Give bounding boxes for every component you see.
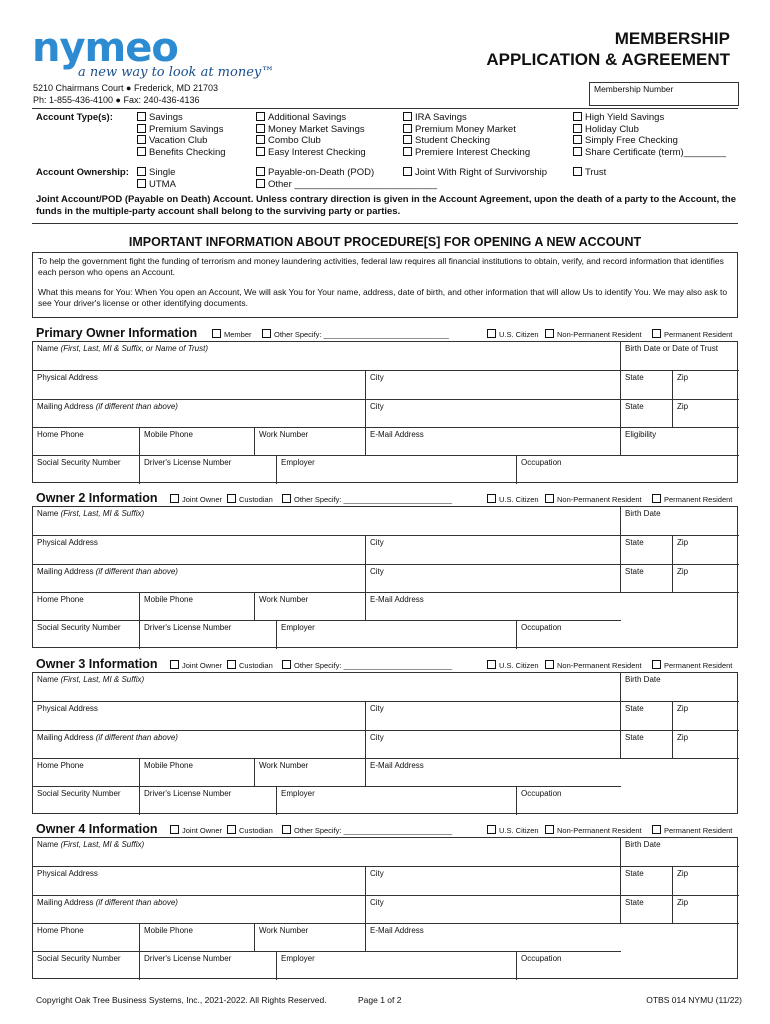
- checkbox-option[interactable]: [227, 825, 273, 835]
- checkbox[interactable]: [256, 124, 265, 133]
- checkbox-label: Premium Savings: [149, 123, 224, 135]
- checkbox-label: Other Specify: __________________________: [294, 495, 453, 504]
- divider: [32, 223, 738, 224]
- section-title: Owner 3 Information: [36, 657, 158, 671]
- checkbox-option[interactable]: [256, 179, 437, 191]
- footer-form-code: OTBS 014 NYMU (11/22): [646, 995, 742, 1005]
- checkbox-option[interactable]: [403, 124, 530, 136]
- checkbox-option[interactable]: [256, 135, 366, 147]
- joint-account-notice: Joint Account/POD (Payable on Death) Account. Unless contrary direction is given in the Account Agreement, upon the death of a party to the Account, the funds in the multiple-party account shall belong to the surviving party or parties.: [36, 194, 736, 217]
- form-field[interactable]: E-Mail Address: [366, 759, 621, 787]
- checkbox-label: IRA Savings: [415, 112, 467, 123]
- checkbox[interactable]: [227, 494, 236, 503]
- checkbox-option[interactable]: [545, 825, 642, 835]
- form-field[interactable]: Work Number: [255, 593, 366, 621]
- checkbox[interactable]: [137, 112, 146, 121]
- checkbox-option[interactable]: [282, 660, 452, 670]
- checkbox-option[interactable]: [170, 494, 222, 504]
- checkbox-option[interactable]: [137, 124, 226, 136]
- checkbox-option[interactable]: [137, 147, 226, 159]
- checkbox[interactable]: [256, 112, 265, 121]
- checkbox-option[interactable]: [227, 660, 273, 670]
- form-field[interactable]: City: [366, 867, 621, 896]
- checkbox-option[interactable]: [652, 494, 732, 504]
- checkbox[interactable]: [137, 167, 146, 176]
- checkbox-label: Share Certificate (term)________: [585, 146, 726, 158]
- checkbox[interactable]: [170, 660, 179, 669]
- form-field[interactable]: State: [621, 400, 673, 428]
- label-qualifier: (First, Last, MI & Suffix, or Name of Trust): [60, 344, 208, 353]
- form-field[interactable]: Physical Address: [33, 867, 366, 896]
- divider: [32, 108, 738, 109]
- checkbox-label: Custodian: [239, 495, 273, 504]
- account-types-col1: [137, 112, 226, 158]
- form-field[interactable]: City: [366, 565, 621, 593]
- checkbox[interactable]: [545, 494, 554, 503]
- checkbox-label: Member: [224, 330, 252, 339]
- checkbox[interactable]: [212, 329, 221, 338]
- checkbox-label: U.S. Citizen: [499, 330, 539, 339]
- checkbox-option[interactable]: [256, 112, 366, 124]
- label-qualifier: (if different than above): [95, 402, 178, 411]
- logo-tagline: a new way to look at money™: [78, 65, 275, 80]
- checkbox[interactable]: [487, 825, 496, 834]
- checkbox-option[interactable]: [545, 660, 642, 670]
- owner-form: [32, 672, 738, 814]
- form-field[interactable]: Driver's License Number: [140, 456, 277, 484]
- checkbox-label: Permanent Resident: [664, 495, 733, 504]
- form-field[interactable]: State: [621, 702, 673, 731]
- form-field[interactable]: Work Number: [255, 924, 366, 952]
- checkbox-option[interactable]: [403, 167, 547, 179]
- checkbox[interactable]: [652, 660, 661, 669]
- form-field[interactable]: Occupation: [521, 623, 562, 632]
- important-para-2: What this means for You: When You open an Account, We will ask You for Your name, address, date of birth, and other information that will allow Us to identify You. We may also ask to see Your driver's license or other identifying documents.: [38, 287, 728, 308]
- form-field[interactable]: E-Mail Address: [366, 924, 621, 952]
- form-field[interactable]: Mobile Phone: [140, 428, 255, 456]
- logo: [32, 25, 275, 80]
- checkbox-label: Student Checking: [415, 135, 490, 146]
- checkbox[interactable]: [137, 179, 146, 188]
- checkbox-option[interactable]: [262, 329, 449, 339]
- form-field[interactable]: Employer: [277, 456, 517, 484]
- form-field[interactable]: Zip: [673, 896, 739, 924]
- important-para-1: To help the government fight the funding of terrorism and money laundering activities, federal law requires all financial institutions to obtain, verify, and record information that identifies each person who opens an Account.: [38, 256, 724, 277]
- checkbox-option[interactable]: [170, 825, 222, 835]
- checkbox[interactable]: [652, 825, 661, 834]
- form-field[interactable]: Home Phone: [33, 759, 140, 787]
- checkbox-label: Additional Savings: [268, 112, 347, 123]
- ownership-col3: [403, 167, 547, 179]
- form-field[interactable]: Mailing Address (if different than above): [33, 896, 366, 924]
- checkbox-label: U.S. Citizen: [499, 661, 539, 670]
- page-title: [486, 28, 730, 70]
- checkbox-label: Other Specify: __________________________: [294, 826, 453, 835]
- form-field[interactable]: Zip: [673, 400, 739, 428]
- checkbox-option[interactable]: [573, 124, 726, 136]
- form-field[interactable]: Driver's License Number: [140, 952, 277, 980]
- checkbox-label: High Yield Savings: [585, 112, 665, 123]
- form-field[interactable]: Social Security Number: [33, 952, 140, 980]
- form-field[interactable]: State: [621, 867, 673, 896]
- checkbox[interactable]: [282, 825, 291, 834]
- checkbox-option[interactable]: [573, 167, 606, 179]
- checkbox[interactable]: [403, 112, 412, 121]
- form-field[interactable]: Zip: [673, 867, 739, 896]
- checkbox-label: Benefits Checking: [149, 146, 226, 158]
- ownership-label: Account Ownership:: [36, 167, 129, 178]
- checkbox[interactable]: [403, 167, 412, 176]
- form-field[interactable]: Social Security Number: [33, 787, 140, 815]
- checkbox-label: Premiere Interest Checking: [415, 146, 531, 158]
- footer-page: Page 1 of 2: [358, 995, 402, 1005]
- checkbox-option[interactable]: [487, 494, 539, 504]
- form-field[interactable]: Social Security Number: [33, 621, 140, 649]
- checkbox[interactable]: [170, 825, 179, 834]
- checkbox[interactable]: [487, 494, 496, 503]
- checkbox[interactable]: [137, 124, 146, 133]
- checkbox-label: Custodian: [239, 661, 273, 670]
- checkbox-option[interactable]: [137, 179, 176, 191]
- checkbox-label: Permanent Resident: [664, 826, 733, 835]
- form-field[interactable]: Zip: [673, 536, 739, 565]
- form-field[interactable]: Physical Address: [33, 371, 366, 400]
- form-field[interactable]: Mailing Address (if different than above): [33, 400, 366, 428]
- form-field[interactable]: Name (First, Last, MI & Suffix): [33, 507, 621, 536]
- checkbox-label: Joint Owner: [182, 826, 223, 835]
- membership-number-label: Membership Number: [594, 84, 674, 94]
- form-field[interactable]: Name (First, Last, MI & Suffix): [33, 673, 621, 702]
- checkbox-option[interactable]: [137, 167, 176, 179]
- checkbox-option[interactable]: [545, 329, 642, 339]
- form-field[interactable]: City: [366, 400, 621, 428]
- checkbox-label: Non-Permanent Resident: [557, 661, 642, 670]
- form-field[interactable]: Birth Date or Date of Trust: [621, 342, 739, 371]
- checkbox-option[interactable]: [487, 825, 539, 835]
- form-field[interactable]: Physical Address: [33, 702, 366, 731]
- checkbox-label: Other Specify: __________________________: [294, 661, 453, 670]
- form-field[interactable]: Zip: [673, 731, 739, 759]
- form-field[interactable]: Occupation: [521, 789, 562, 798]
- checkbox-label: Joint Owner: [182, 495, 223, 504]
- form-field[interactable]: Employer: [277, 952, 517, 980]
- form-field[interactable]: Zip: [673, 371, 739, 400]
- label-qualifier: (if different than above): [95, 567, 178, 576]
- footer-copyright: Copyright Oak Tree Business Systems, Inc., 2021-2022. All Rights Reserved.: [36, 995, 327, 1005]
- checkbox-label: Non-Permanent Resident: [557, 330, 642, 339]
- checkbox[interactable]: [227, 825, 236, 834]
- checkbox-option[interactable]: [573, 147, 726, 159]
- checkbox-option[interactable]: [170, 660, 222, 670]
- checkbox-label: Joint With Right of Survivorship: [415, 167, 547, 178]
- label-qualifier: (if different than above): [95, 733, 178, 742]
- account-types-col3: [403, 112, 530, 158]
- form-field[interactable]: Social Security Number: [33, 456, 140, 484]
- section-title: Primary Owner Information: [36, 326, 198, 340]
- form-field[interactable]: Name (First, Last, MI & Suffix): [33, 838, 621, 867]
- form-field[interactable]: Mailing Address (if different than above): [33, 731, 366, 759]
- checkbox-option[interactable]: [137, 135, 226, 147]
- checkbox-option[interactable]: [403, 135, 530, 147]
- form-field[interactable]: Occupation: [521, 458, 562, 467]
- section-title: Owner 4 Information: [36, 822, 158, 836]
- checkbox-label: Savings: [149, 112, 183, 123]
- checkbox-option[interactable]: [256, 147, 366, 159]
- checkbox-option[interactable]: [573, 135, 726, 147]
- label-qualifier: (First, Last, MI & Suffix): [60, 675, 145, 684]
- checkbox-option[interactable]: [227, 494, 273, 504]
- checkbox-label: Premium Money Market: [415, 123, 516, 135]
- checkbox-label: Custodian: [239, 826, 273, 835]
- owner-form: [32, 341, 738, 483]
- checkbox[interactable]: [652, 494, 661, 503]
- checkbox-label: Other Specify: ______________________________: [274, 330, 449, 339]
- checkbox[interactable]: [227, 660, 236, 669]
- checkbox-option[interactable]: [487, 329, 539, 339]
- title-line-1: MEMBERSHIP: [614, 29, 730, 48]
- checkbox-label: Other ___________________________: [268, 178, 438, 190]
- address-line-2: Ph: 1-855-436-4100 ● Fax: 240-436-4136: [33, 95, 200, 105]
- checkbox-option[interactable]: [282, 825, 452, 835]
- account-types-col2: [256, 112, 366, 158]
- checkbox[interactable]: [573, 167, 582, 176]
- checkbox-label: Joint Owner: [182, 661, 223, 670]
- section-title: Owner 2 Information: [36, 491, 158, 505]
- title-line-2: APPLICATION & AGREEMENT: [486, 50, 730, 69]
- checkbox[interactable]: [282, 660, 291, 669]
- form-field[interactable]: City: [366, 536, 621, 565]
- form-field[interactable]: Home Phone: [33, 428, 140, 456]
- checkbox-label: U.S. Citizen: [499, 826, 539, 835]
- checkbox-option[interactable]: [573, 112, 726, 124]
- form-field[interactable]: Employer: [277, 621, 517, 649]
- checkbox[interactable]: [545, 329, 554, 338]
- form-field[interactable]: State: [621, 565, 673, 593]
- form-field[interactable]: City: [366, 702, 621, 731]
- checkbox-label: Single: [149, 167, 176, 178]
- owner-form: [32, 837, 738, 979]
- account-types-col4: [573, 112, 726, 158]
- address-block: [33, 82, 218, 106]
- checkbox-option[interactable]: [545, 494, 642, 504]
- checkbox-label: UTMA: [149, 178, 176, 190]
- form-field[interactable]: State: [621, 371, 673, 400]
- checkbox-option[interactable]: [137, 112, 226, 124]
- ownership-col1: [137, 167, 176, 190]
- checkbox[interactable]: [573, 124, 582, 133]
- checkbox[interactable]: [487, 329, 496, 338]
- form-field[interactable]: Work Number: [255, 759, 366, 787]
- checkbox-option[interactable]: [652, 329, 732, 339]
- form-field[interactable]: Mobile Phone: [140, 759, 255, 787]
- checkbox-label: Simply Free Checking: [585, 135, 678, 146]
- checkbox-option[interactable]: [652, 660, 732, 670]
- owner-form: [32, 506, 738, 648]
- important-box: [32, 252, 738, 318]
- checkbox-label: Permanent Resident: [664, 330, 733, 339]
- ownership-col4: [573, 167, 606, 179]
- checkbox-label: Payable-on-Death (POD): [268, 167, 375, 178]
- checkbox[interactable]: [403, 124, 412, 133]
- checkbox[interactable]: [487, 660, 496, 669]
- form-field[interactable]: Mobile Phone: [140, 924, 255, 952]
- checkbox[interactable]: [262, 329, 271, 338]
- form-field[interactable]: State: [621, 731, 673, 759]
- checkbox[interactable]: [573, 112, 582, 121]
- checkbox[interactable]: [256, 135, 265, 144]
- checkbox-option[interactable]: [652, 825, 732, 835]
- form-field[interactable]: Mobile Phone: [140, 593, 255, 621]
- checkbox-option[interactable]: [487, 660, 539, 670]
- checkbox[interactable]: [282, 494, 291, 503]
- form-field[interactable]: Birth Date: [621, 673, 739, 702]
- form-field[interactable]: State: [621, 896, 673, 924]
- checkbox[interactable]: [652, 329, 661, 338]
- form-field[interactable]: Employer: [277, 787, 517, 815]
- form-field[interactable]: Driver's License Number: [140, 621, 277, 649]
- checkbox[interactable]: [403, 147, 412, 156]
- form-field[interactable]: Driver's License Number: [140, 787, 277, 815]
- checkbox[interactable]: [403, 135, 412, 144]
- membership-number-field[interactable]: [589, 82, 739, 106]
- checkbox-label: Trust: [585, 167, 607, 178]
- form-field[interactable]: Home Phone: [33, 924, 140, 952]
- form-field[interactable]: Physical Address: [33, 536, 366, 565]
- form-field[interactable]: E-Mail Address: [366, 593, 621, 621]
- form-field[interactable]: Work Number: [255, 428, 366, 456]
- checkbox[interactable]: [256, 179, 265, 188]
- important-title: IMPORTANT INFORMATION ABOUT PROCEDURE[S] FOR OPENING A NEW ACCOUNT: [128, 235, 642, 249]
- form-field[interactable]: Home Phone: [33, 593, 140, 621]
- checkbox[interactable]: [137, 135, 146, 144]
- form-field[interactable]: State: [621, 536, 673, 565]
- logo-wordmark: nymeo: [32, 25, 178, 71]
- checkbox-label: Non-Permanent Resident: [557, 495, 642, 504]
- checkbox-label: Vacation Club: [149, 135, 208, 146]
- address-line-1: 5210 Chairmans Court ● Frederick, MD 21703: [33, 83, 219, 93]
- form-field[interactable]: City: [366, 896, 621, 924]
- checkbox-label: Combo Club: [268, 135, 321, 146]
- form-field[interactable]: Name (First, Last, MI & Suffix, or Name of Trust): [33, 342, 621, 371]
- account-types-label: Account Type(s):: [36, 112, 113, 123]
- checkbox[interactable]: [573, 135, 582, 144]
- checkbox-label: Holiday Club: [585, 123, 639, 135]
- form-field[interactable]: Zip: [673, 702, 739, 731]
- checkbox[interactable]: [256, 147, 265, 156]
- checkbox-label: Money Market Savings: [268, 123, 365, 135]
- checkbox[interactable]: [256, 167, 265, 176]
- checkbox-option[interactable]: [403, 112, 530, 124]
- form-field[interactable]: Occupation: [521, 954, 562, 963]
- form-field[interactable]: Birth Date: [621, 507, 739, 536]
- label-qualifier: (if different than above): [95, 898, 178, 907]
- label-qualifier: (First, Last, MI & Suffix): [60, 840, 145, 849]
- form-field[interactable]: Birth Date: [621, 838, 739, 867]
- checkbox[interactable]: [170, 494, 179, 503]
- form-field[interactable]: Mailing Address (if different than above): [33, 565, 366, 593]
- checkbox-label: Non-Permanent Resident: [557, 826, 642, 835]
- form-field[interactable]: City: [366, 371, 621, 400]
- checkbox[interactable]: [573, 147, 582, 156]
- checkbox-label: U.S. Citizen: [499, 495, 539, 504]
- checkbox[interactable]: [137, 147, 146, 156]
- label-qualifier: (First, Last, MI & Suffix): [60, 509, 145, 518]
- checkbox-option[interactable]: [256, 124, 366, 136]
- checkbox-option[interactable]: [212, 329, 252, 339]
- checkbox-label: Easy Interest Checking: [268, 146, 366, 158]
- checkbox-option[interactable]: [403, 147, 530, 159]
- checkbox-option[interactable]: [282, 494, 452, 504]
- form-field[interactable]: Eligibility: [621, 428, 739, 456]
- checkbox[interactable]: [545, 660, 554, 669]
- form-field[interactable]: E-Mail Address: [366, 428, 621, 456]
- form-field[interactable]: Zip: [673, 565, 739, 593]
- checkbox[interactable]: [545, 825, 554, 834]
- checkbox-label: Permanent Resident: [664, 661, 733, 670]
- form-field[interactable]: City: [366, 731, 621, 759]
